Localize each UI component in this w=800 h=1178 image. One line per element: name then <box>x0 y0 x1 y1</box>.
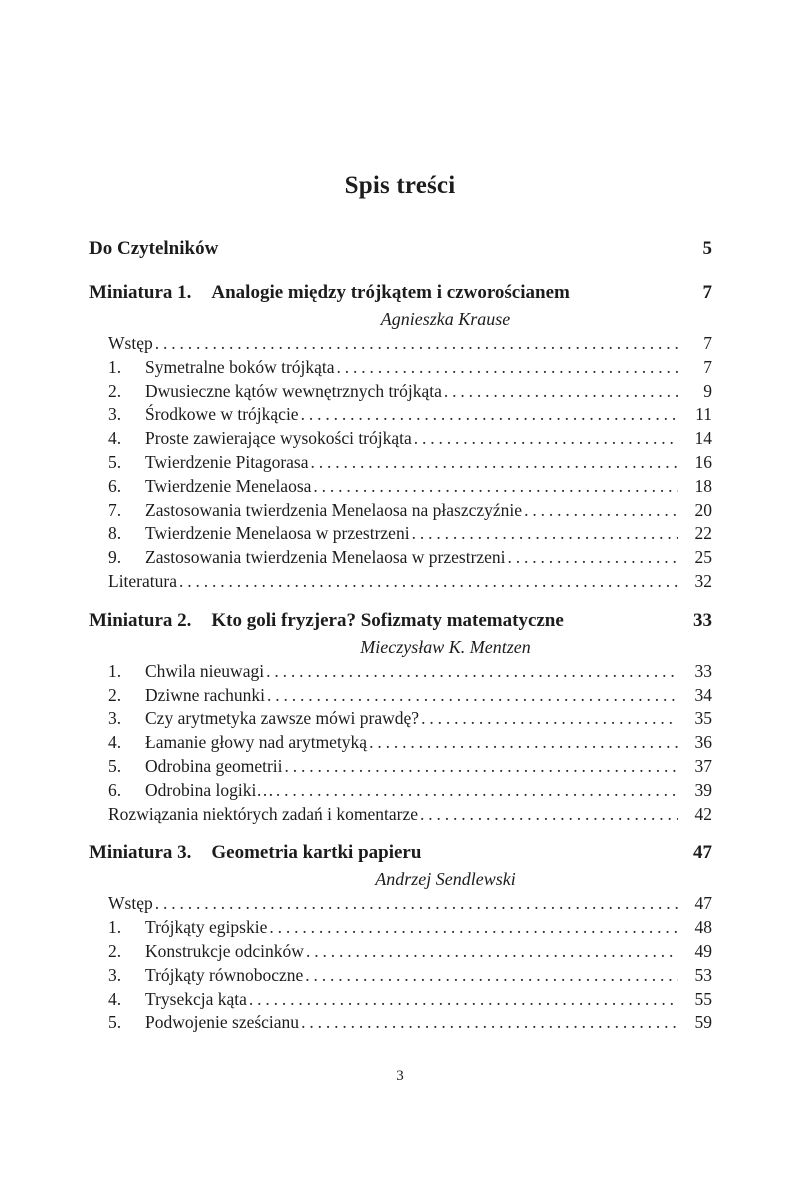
dot-leader <box>412 522 678 546</box>
entry-title: Dwusieczne kątów wewnętrznych trójkąta <box>145 380 442 401</box>
entry-number: 1. <box>108 356 122 377</box>
entry-page: 7 <box>703 356 712 377</box>
entry-number: 5. <box>108 451 122 472</box>
entry-page: 32 <box>694 570 712 591</box>
entry-title: Odrobina logiki… <box>145 779 274 800</box>
entry-title: Wstęp <box>108 333 153 353</box>
entry-page: 20 <box>694 499 712 520</box>
entry-page: 18 <box>694 475 712 496</box>
entry-number: 2. <box>108 940 122 961</box>
toc-section <box>89 278 712 594</box>
entry-title: Podwojenie sześcianu <box>145 1012 300 1033</box>
entry-number: 8. <box>108 523 122 544</box>
dot-leader <box>414 427 678 451</box>
section-heading[interactable] <box>89 606 712 636</box>
entry-page: 25 <box>694 547 712 568</box>
dot-leader <box>305 964 678 988</box>
entry-number: 3. <box>108 708 122 729</box>
entry-number: 9. <box>108 547 122 568</box>
preface-page: 5 <box>702 238 712 259</box>
toc-entry[interactable] <box>89 940 712 964</box>
entry-title: Środkowe w trójkącie <box>145 404 299 425</box>
dot-leader <box>301 403 678 427</box>
entry-title: Zastosowania twierdzenia Menelaosa na płaszczyźnie <box>145 499 523 520</box>
dot-leader <box>269 916 678 940</box>
entry-number: 3. <box>108 404 122 425</box>
section-title: Kto goli fryzjera? Sofizmaty matematyczne <box>211 609 564 631</box>
dot-leader <box>155 892 678 916</box>
page-title: Spis treści <box>344 172 456 199</box>
entry-page: 35 <box>694 708 712 729</box>
dot-leader <box>285 755 678 779</box>
table-of-contents <box>89 234 712 1047</box>
dot-leader <box>337 356 678 380</box>
toc-entry[interactable] <box>89 731 712 755</box>
entry-page: 36 <box>694 732 712 753</box>
toc-entry[interactable] <box>89 380 712 404</box>
section-author: Andrzej Sendlewski <box>375 869 516 890</box>
toc-entry[interactable] <box>89 332 712 356</box>
section-label: Miniatura 2. <box>89 609 192 631</box>
entry-number: 1. <box>108 660 122 681</box>
dot-leader <box>301 1011 678 1035</box>
entry-title: Trysekcja kąta <box>145 988 247 1009</box>
dot-leader <box>266 660 678 684</box>
entry-title: Dziwne rachunki <box>145 684 266 705</box>
entry-number: 4. <box>108 428 122 449</box>
entry-title: Zastosowania twierdzenia Menelaosa w przestrzeni <box>145 547 506 568</box>
dot-leader <box>306 940 678 964</box>
entry-title: Chwila nieuwagi <box>145 660 265 681</box>
entry-title: Twierdzenie Pitagorasa <box>145 451 309 472</box>
toc-entry[interactable] <box>89 499 712 523</box>
entry-title: Rozwiązania niektórych zadań i komentarze <box>108 803 418 824</box>
section-page: 47 <box>693 842 712 864</box>
toc-entry[interactable] <box>89 803 712 827</box>
section-page: 7 <box>702 282 712 303</box>
entry-page: 48 <box>694 917 712 938</box>
toc-entry[interactable] <box>89 475 712 499</box>
section-heading[interactable] <box>89 278 712 308</box>
dot-leader <box>508 546 678 570</box>
entry-number: 6. <box>108 779 122 800</box>
entry-page: 14 <box>694 428 712 449</box>
preface-title: Do Czytelników <box>89 238 219 259</box>
entry-title: Literatura <box>108 570 177 591</box>
entry-page: 47 <box>694 893 712 914</box>
toc-entry[interactable] <box>89 522 712 546</box>
entry-page: 34 <box>694 684 712 705</box>
entry-number: 1. <box>108 917 122 938</box>
entry-number: 2. <box>108 380 122 401</box>
toc-entry[interactable] <box>89 988 712 1012</box>
dot-leader <box>249 988 678 1012</box>
entry-title: Proste zawierające wysokości trójkąta <box>145 428 412 449</box>
entry-title: Czy arytmetyka zawsze mówi prawdę? <box>145 708 420 729</box>
entry-title: Symetralne boków trójkąta <box>145 356 335 377</box>
entry-number: 4. <box>108 732 122 753</box>
section-label: Miniatura 1. <box>89 282 192 303</box>
toc-entry[interactable] <box>89 779 712 803</box>
toc-entry[interactable] <box>89 570 712 594</box>
entry-number: 3. <box>108 964 122 985</box>
toc-entry[interactable] <box>89 892 712 916</box>
section-title: Analogie między trójkątem i czworościanem <box>211 282 570 303</box>
entry-number: 2. <box>108 684 122 705</box>
entry-page: 49 <box>694 940 712 961</box>
section-author: Mieczysław K. Mentzen <box>360 636 531 657</box>
toc-entry[interactable] <box>89 660 712 684</box>
toc-entry[interactable] <box>89 427 712 451</box>
toc-entry[interactable] <box>89 755 712 779</box>
entry-title: Twierdzenie Menelaosa <box>145 475 312 496</box>
section-title: Geometria kartki papieru <box>211 842 422 864</box>
entry-title: Odrobina geometrii <box>145 755 283 776</box>
toc-entry[interactable] <box>89 546 712 570</box>
entry-page: 22 <box>694 523 712 544</box>
entry-page: 59 <box>694 1012 712 1033</box>
entry-page: 7 <box>703 333 712 353</box>
dot-leader <box>276 779 678 803</box>
toc-entry[interactable] <box>89 403 712 427</box>
entry-title: Twierdzenie Menelaosa w przestrzeni <box>145 523 410 544</box>
entry-page: 39 <box>694 779 712 800</box>
entry-title: Trójkąty równoboczne <box>145 964 304 985</box>
entry-number: 4. <box>108 988 122 1009</box>
section-page: 33 <box>693 609 712 631</box>
dot-leader <box>369 731 678 755</box>
entry-page: 33 <box>694 660 712 681</box>
entry-title: Konstrukcje odcinków <box>145 940 304 961</box>
entry-number: 7. <box>108 499 122 520</box>
entry-title: Wstęp <box>108 893 153 914</box>
page-number: 3 <box>396 1068 404 1084</box>
dot-leader <box>524 499 678 523</box>
dot-leader <box>179 570 678 594</box>
entry-number: 6. <box>108 475 122 496</box>
dot-leader <box>444 380 678 404</box>
dot-leader <box>267 684 678 708</box>
toc-entry[interactable] <box>89 707 712 731</box>
toc-entry[interactable] <box>89 684 712 708</box>
entry-page: 16 <box>694 451 712 472</box>
dot-leader <box>313 475 678 499</box>
entry-page: 11 <box>695 404 712 425</box>
entry-page: 9 <box>703 380 712 401</box>
dot-leader <box>420 803 678 827</box>
dot-leader <box>311 451 679 475</box>
entry-list <box>89 892 712 1035</box>
toc-preface[interactable] <box>89 234 712 264</box>
toc-entry[interactable] <box>89 1011 712 1035</box>
toc-section <box>89 838 712 1035</box>
toc-entry[interactable] <box>89 916 712 940</box>
entry-title: Łamanie głowy nad arytmetyką <box>145 732 368 753</box>
toc-entry[interactable] <box>89 451 712 475</box>
entry-list <box>89 332 712 594</box>
entry-page: 55 <box>694 988 712 1009</box>
entry-number: 5. <box>108 755 122 776</box>
dot-leader <box>421 707 678 731</box>
section-label: Miniatura 3. <box>89 842 192 864</box>
dot-leader <box>155 332 678 356</box>
toc-entry[interactable] <box>89 964 712 988</box>
entry-number: 5. <box>108 1012 122 1033</box>
entry-page: 53 <box>694 964 712 985</box>
entry-page: 42 <box>694 803 712 824</box>
toc-section <box>89 606 712 827</box>
section-heading[interactable] <box>89 838 712 868</box>
section-author: Agnieszka Krause <box>380 309 511 329</box>
entry-title: Trójkąty egipskie <box>145 917 268 938</box>
entry-list <box>89 660 712 827</box>
toc-entry[interactable] <box>89 356 712 380</box>
entry-page: 37 <box>694 755 712 776</box>
